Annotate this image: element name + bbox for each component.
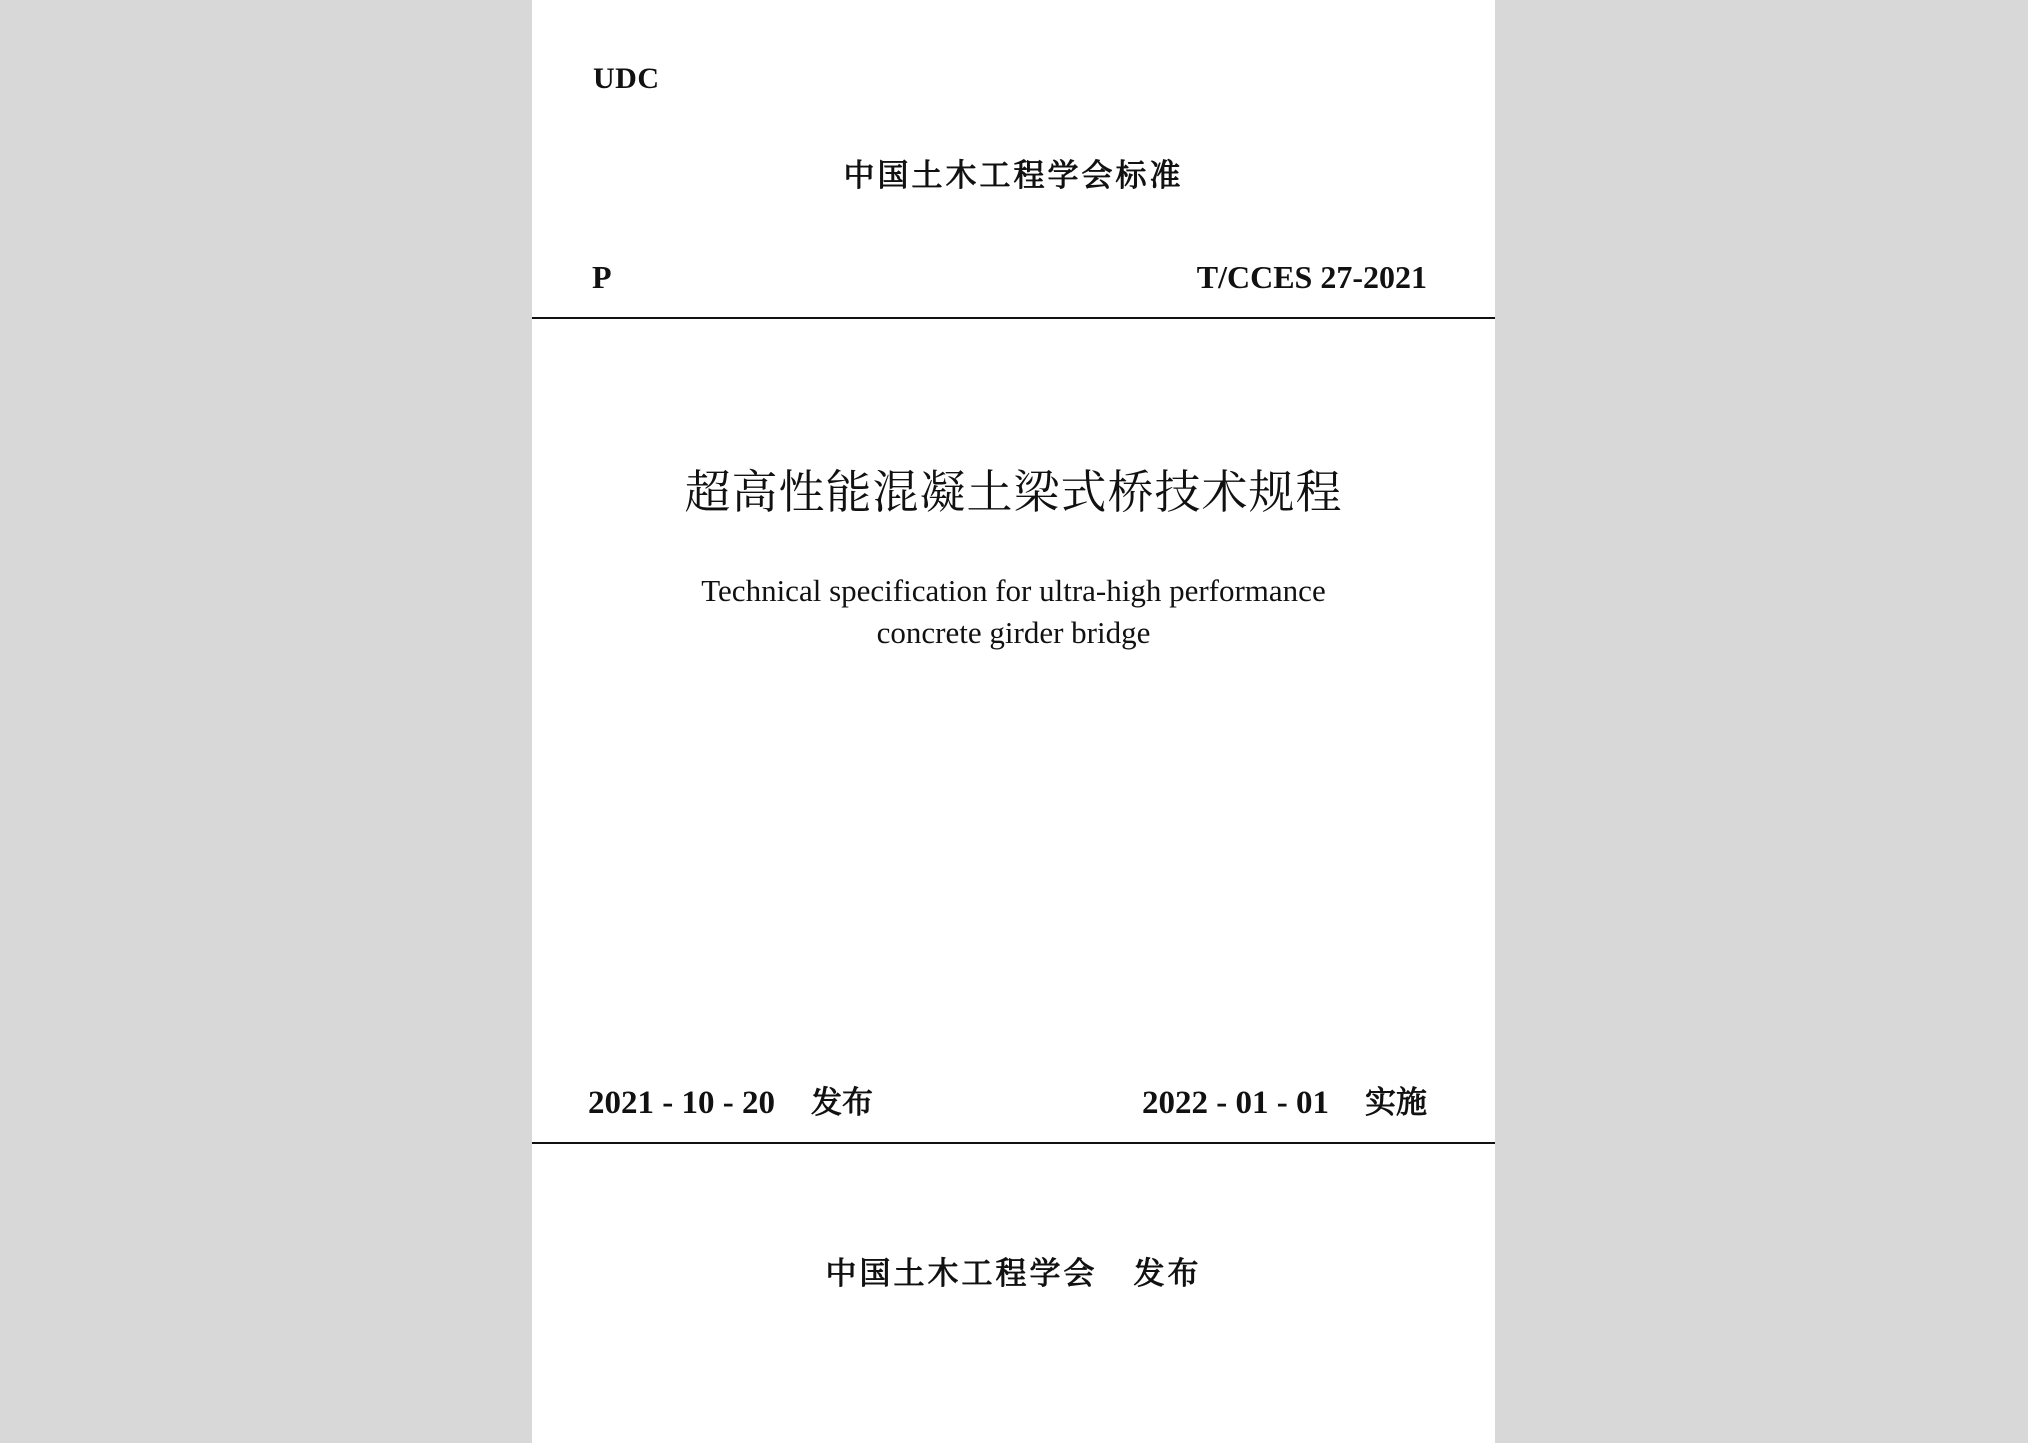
implementation-date-block xyxy=(1142,1077,1427,1122)
implementation-date: 2022 - 01 - 01 xyxy=(1142,1085,1329,1121)
publisher-name: 中国土木工程学会 xyxy=(825,1256,1098,1292)
standard-number: T/CCES 27-2021 xyxy=(1196,259,1427,295)
top-divider xyxy=(532,317,1495,319)
publisher-label: 发布 xyxy=(1133,1256,1202,1292)
title-english-line-2: concrete girder bridge xyxy=(876,615,1151,650)
title-chinese: 超高性能混凝土梁式桥技术规程 xyxy=(684,465,1343,519)
title-english-line-1: Technical specification for ultra-high performance xyxy=(701,573,1326,608)
issue-date-block xyxy=(588,1077,873,1122)
udc-label: UDC xyxy=(593,62,660,95)
classification-code: P xyxy=(592,259,612,295)
issue-label: 发布 xyxy=(810,1085,873,1121)
publisher-line xyxy=(532,1248,1495,1293)
standard-cover-page xyxy=(532,0,1495,1443)
implementation-label: 实施 xyxy=(1365,1085,1427,1121)
title-english xyxy=(532,570,1495,654)
issue-date: 2021 - 10 - 20 xyxy=(588,1085,775,1121)
bottom-divider xyxy=(532,1142,1495,1144)
society-standard-heading: 中国土木工程学会标准 xyxy=(843,158,1184,194)
